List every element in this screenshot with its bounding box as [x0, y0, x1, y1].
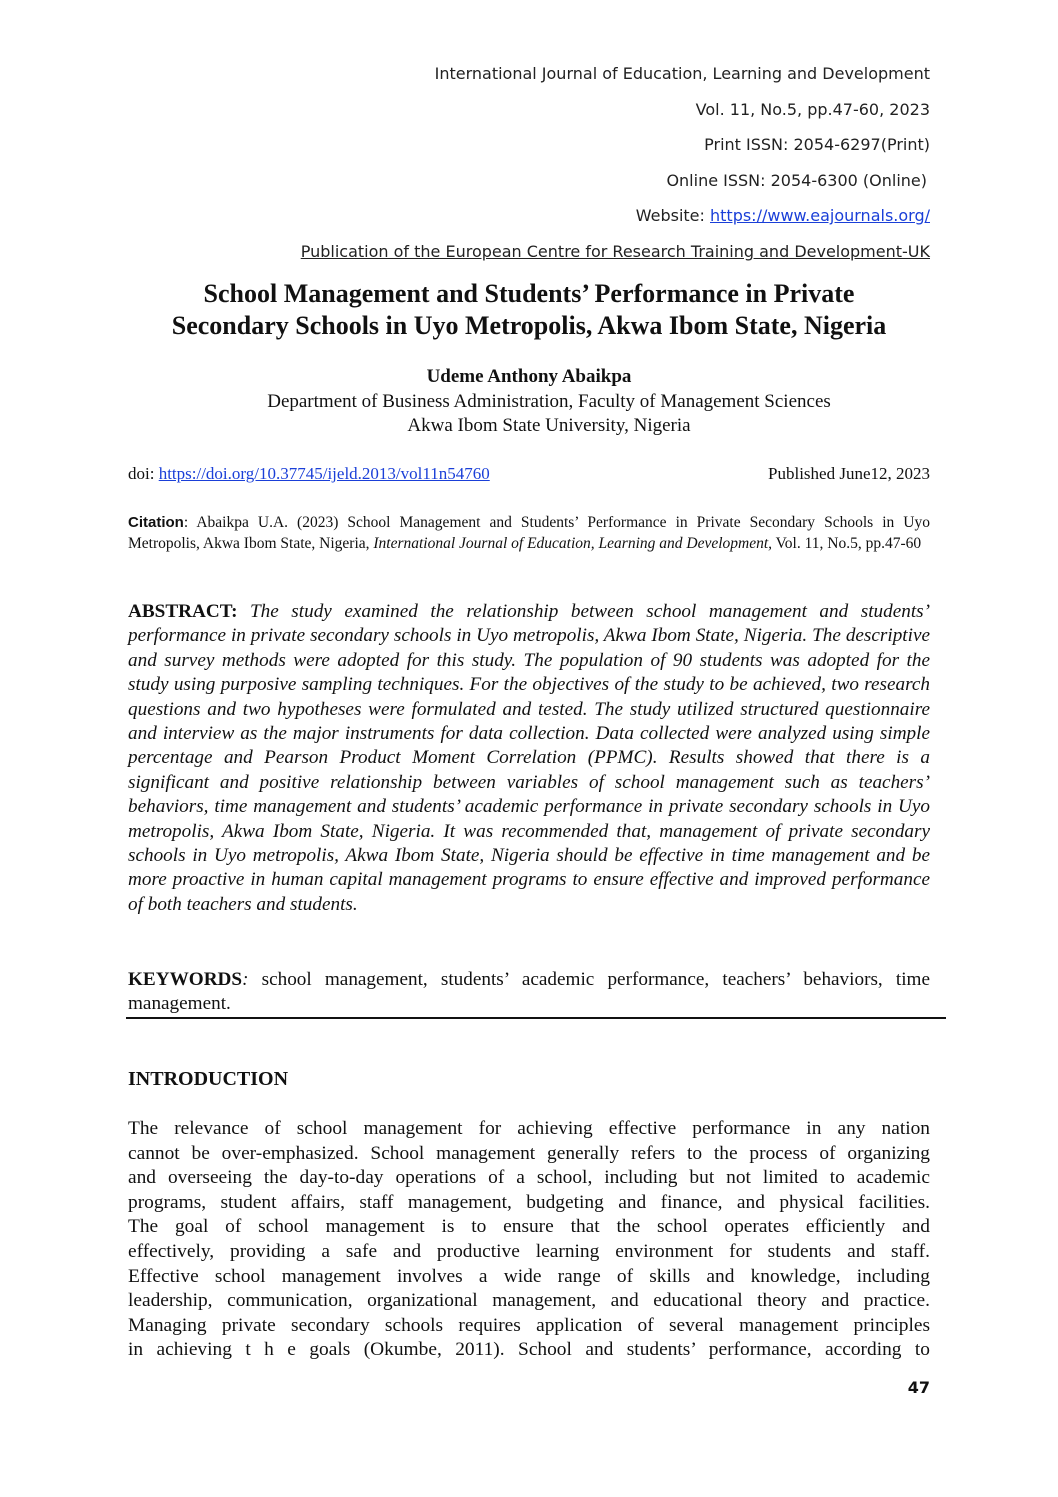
author-institution: Akwa Ibom State University, Nigeria	[407, 415, 691, 436]
doi-row	[128, 464, 930, 484]
body-line: The goal of school management is to ensure that the school operates efficiently and	[128, 1216, 930, 1238]
online-issn: Online ISSN: 2054-6300 (Online)	[666, 171, 927, 190]
body-line: cannot be over-emphasized. School management generally refers to the process of organizing	[128, 1142, 930, 1164]
keywords-text: school management, students’ academic performance, teachers’ behaviors, time management.	[128, 969, 930, 1014]
print-issn: Print ISSN: 2054-6297(Print)	[704, 135, 930, 154]
doi-link[interactable]: https://doi.org/10.37745/ijeld.2013/vol11n54760	[158, 464, 490, 483]
body-line: Managing private secondary schools requires application of several management principles	[128, 1314, 930, 1336]
published-date: Published June12, 2023	[768, 464, 930, 483]
body-line: in achieving t h e goals (Okumbe, 2011). School and students’ performance, according to	[128, 1339, 930, 1361]
introduction-heading: INTRODUCTION	[128, 1068, 289, 1090]
keywords-label: KEYWORDS	[128, 969, 243, 990]
citation-label: Citation	[128, 514, 184, 531]
abstract	[128, 600, 930, 917]
website-label: Website:	[635, 206, 705, 225]
abstract-text: The study examined the relationship between school management and students’ performance in private secondary schools in Uyo metropolis, Akwa Ibom State, Nigeria. The descriptive and survey methods were adopted for this study. The population of 90 students was adopted for the study using purposive sampling techniques. For the objectives of the study to be achieved, two research questions and two hypotheses were formulated and tested. The study utilized structured questionnaire and interview as the major instruments for data collection. Data collected were analyzed using simple percentage and Pearson Product Moment Correlation (PPMC). Results showed that there is a significant and positive relationship between variables of school management such as teachers’ behaviors, time management and students’ academic performance in private secondary schools in Uyo metropolis, Akwa Ibom State, Nigeria. It was recommended that, management of private secondary schools in Uyo metropolis, Akwa Ibom State, Nigeria should be effective in time management and be more proactive in human capital management programs to ensure effective and improved performance of both teachers and students.	[128, 601, 931, 915]
paper-title	[100, 278, 958, 342]
section-divider	[126, 1017, 946, 1019]
body-line: leadership, communication, organizational management, and educational theory and practice.	[128, 1290, 930, 1312]
volume-info: Vol. 11, No.5, pp.47-60, 2023	[695, 100, 930, 119]
body-line: programs, student affairs, staff management, budgeting and finance, and physical facilities.	[128, 1191, 930, 1213]
title-line-2: Secondary Schools in Uyo Metropolis, Akwa Ibom State, Nigeria	[171, 311, 887, 340]
publisher-line: Publication of the European Centre for Research Training and Development-UK	[300, 242, 930, 261]
website-link[interactable]: https://www.eajournals.org/	[710, 206, 930, 225]
keywords	[128, 968, 930, 1016]
doi-label: doi:	[128, 464, 155, 483]
citation-volume: Vol. 11, No.5, pp.47-60	[772, 535, 922, 552]
journal-name: International Journal of Education, Learning and Development	[434, 64, 930, 83]
body-line: The relevance of school management for achieving effective performance in any nation	[128, 1118, 930, 1139]
citation	[128, 512, 930, 554]
author-department: Department of Business Administration, Faculty of Management Sciences	[267, 391, 831, 412]
body-line: and overseeing the day-to-day operations of a school, including but not limited to academic	[128, 1167, 930, 1189]
page-number: 47	[907, 1378, 930, 1397]
body-line: effectively, providing a safe and productive learning environment for students and staff.	[128, 1240, 930, 1262]
citation-journal: International Journal of Education, Learning and Development,	[373, 535, 773, 552]
citation-text: : Abaikpa U.A. (2023) School Management and Students’ Performance in Private Secondary Schools in Uyo Metropolis, Akwa Ibom State, Nigeria,	[128, 514, 930, 552]
abstract-label: ABSTRACT:	[128, 601, 238, 622]
title-line-1: School Management and Students’ Performance in Private	[203, 279, 855, 308]
body-line: Effective school management involves a wide range of skills and knowledge, including	[128, 1265, 930, 1287]
website-line	[636, 206, 930, 225]
introduction-body	[128, 1117, 930, 1363]
keywords-colon: :	[242, 969, 249, 990]
author-name: Udeme Anthony Abaikpa	[426, 366, 632, 387]
